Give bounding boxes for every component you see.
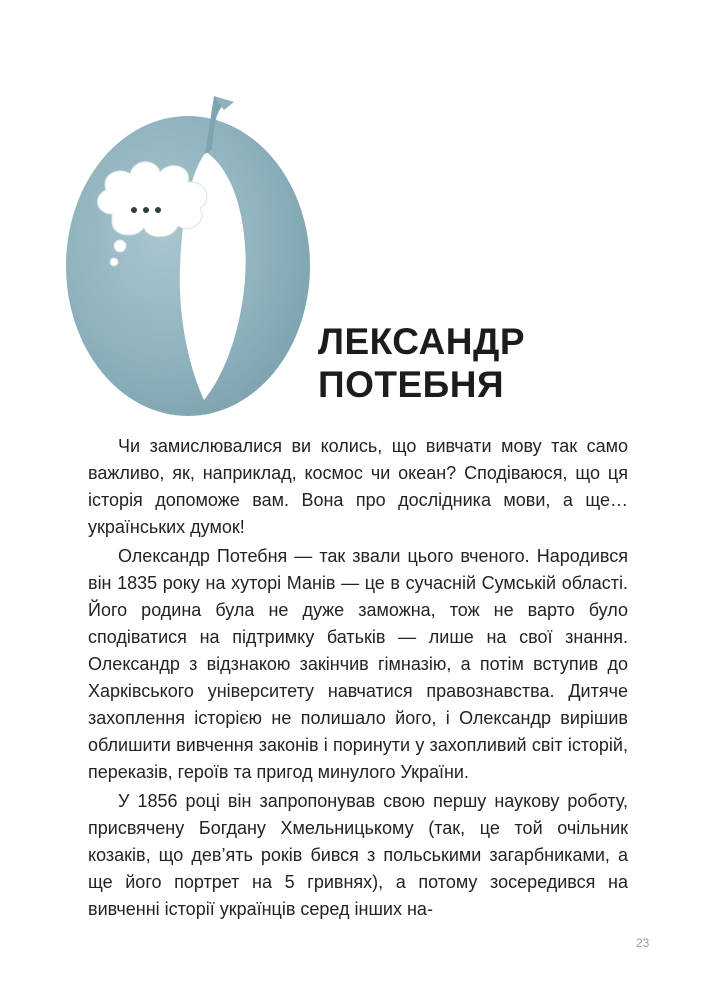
page-number: 23 (636, 936, 650, 950)
paragraph: Олександр Потебня — так звали цього вченого. Народився він 1835 року на хуторі Манів — це в сучасній Сумській області. Його родина була не дуже заможна, тож не варто було сподіватися на підтримку батьків — лише на свої знання. Олександр з відзнакою закінчив гімназію, а потім вступив до Харківського університету навчатися правознавства. Дитяче захоплення історією не полишало його, і Олександр вирішив облишити вивчення законів і поринути у захопливий світ історій, переказів, героїв та пригод минулого України. (88, 546, 628, 782)
decorative-letter-o (66, 96, 310, 416)
paragraph: У 1856 році він запропонував свою першу наукову роботу, присвячену Богдану Хмельницькому (так, це той очільник козаків, що дев’ять років бився з польськими загарбниками, а ще його портрет на 5 гривнях), а потому зосередився на вивченні історії українців серед інших на- (88, 791, 628, 919)
article-body (88, 433, 628, 923)
paragraph: Чи замислювалися ви колись, що вивчати мову так само важливо, як, наприклад, космос чи океан? Сподіваюся, що ця історія допоможе вам. Вона про дослідника мови, а ще…українських думок! (88, 436, 628, 537)
page-title (318, 320, 525, 406)
title-line-1: ЛЕКСАНДР (318, 321, 526, 362)
title-line-2: ПОТЕБНЯ (318, 364, 505, 405)
